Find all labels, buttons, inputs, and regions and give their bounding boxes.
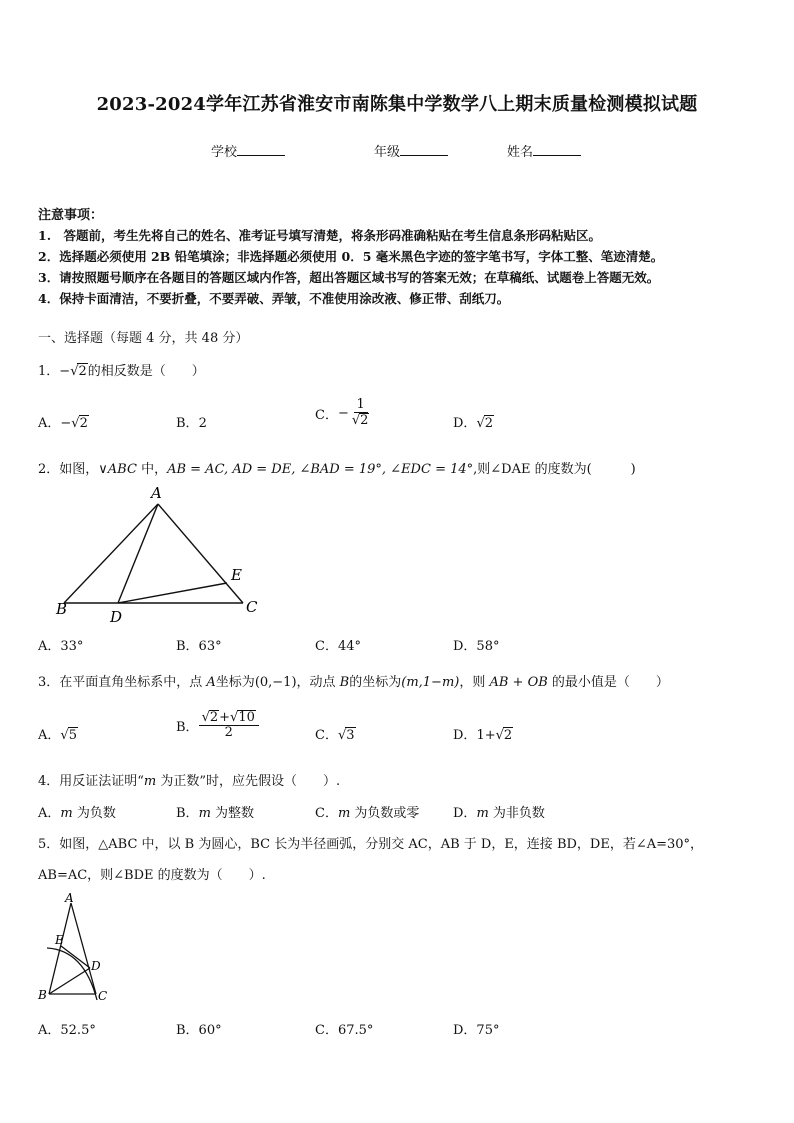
q2-label-e: E bbox=[231, 566, 242, 584]
q5-option-c: C．67.5° bbox=[315, 1023, 374, 1038]
grade-blank bbox=[400, 143, 448, 156]
q4-option-b: B．m 为整数 bbox=[176, 806, 255, 821]
name-field bbox=[507, 141, 581, 160]
q5-label-e: E bbox=[55, 933, 64, 947]
q5-option-d: D．75° bbox=[453, 1023, 500, 1038]
school-field bbox=[211, 141, 285, 160]
grade-field bbox=[374, 141, 448, 160]
q3-option-c: C．√3 bbox=[315, 728, 355, 743]
q5-option-a: A．52.5° bbox=[38, 1023, 96, 1038]
note-item: 1. 答题前，考生先将自己的姓名、准考证号填写清楚，将条形码准确粘贴在考生信息条形码粘贴区。 bbox=[38, 228, 602, 243]
q4-option-a: A．m 为负数 bbox=[38, 806, 116, 821]
q1-sqrt: √2 bbox=[70, 364, 87, 379]
q2-option-c: C．44° bbox=[315, 639, 361, 654]
q1-option-c: C．− $\frac{1}{√2}$ bbox=[315, 397, 369, 429]
q5-label-b: B bbox=[38, 988, 47, 1002]
notes-heading: 注意事项： bbox=[38, 208, 104, 223]
q5-label-d: D bbox=[91, 959, 101, 973]
q2-edge-ad bbox=[118, 504, 158, 603]
q2-label-a: A bbox=[151, 484, 162, 502]
q1-number: 1． bbox=[38, 364, 60, 379]
question-3: 3．在平面直角坐标系中，点 A坐标为(0,−1)，动点 B的坐标为(m,1−m)，则 AB + OB 的最小值是（ ） bbox=[38, 675, 669, 690]
question-5-line-2: AB=AC，则∠BDE 的度数为（ ）. bbox=[38, 868, 266, 883]
school-blank bbox=[237, 143, 285, 156]
q5-option-b: B．60° bbox=[176, 1023, 222, 1038]
question-2: 2．如图，∨ABC 中，AB = AC, AD = DE, ∠BAD = 19°, ∠EDC = 14°,则∠DAE 的度数为( ) bbox=[38, 462, 636, 477]
q3-option-b: B． $\frac{√2+√10}{2}$ bbox=[176, 710, 259, 741]
note-item: 4．保持卡面清洁，不要折叠，不要弄破、弄皱，不准使用涂改液、修正带、刮纸刀。 bbox=[38, 291, 510, 306]
q2-edge-ab bbox=[64, 504, 158, 603]
q2-conditions: AB = AC, AD = DE, ∠BAD = 19°, ∠EDC = 14° bbox=[167, 462, 474, 477]
question-1 bbox=[38, 360, 205, 379]
grade-label: 年级 bbox=[374, 145, 401, 160]
q4-option-c: C．m 为负数或零 bbox=[315, 806, 420, 821]
school-label: 学校 bbox=[211, 145, 238, 160]
name-blank bbox=[533, 143, 581, 156]
q1-minus: − bbox=[59, 364, 71, 379]
q2-triangle-name: ∨ABC bbox=[98, 462, 137, 477]
page-title: 2023-2024学年江苏省淮安市南陈集中学数学八上期末质量检测模拟试题 bbox=[96, 94, 698, 115]
q3-expression: AB + OB bbox=[489, 675, 548, 690]
note-item: 2．选择题必须使用 2B 铅笔填涂；非选择题必须使用 0．5 毫米黑色字迹的签字笔书写，字体工整、笔迹清楚。 bbox=[38, 249, 664, 264]
q3-coord-b: (m,1−m) bbox=[401, 675, 460, 690]
q1-option-b: B．2 bbox=[176, 416, 207, 431]
q2-label-c: C bbox=[246, 598, 258, 616]
q5-label-a: A bbox=[65, 891, 74, 905]
q5-triangle-figure bbox=[34, 890, 114, 1006]
question-4: 4．用反证法证明“m 为正数”时，应先假设（ ）. bbox=[38, 774, 341, 789]
q3-coord-a: (0,−1) bbox=[254, 675, 297, 690]
q5-edge-ac bbox=[71, 903, 96, 994]
note-item: 3．请按照题号顺序在各题目的答题区域内作答，超出答题区域书写的答案无效；在草稿纸、试题卷上答题无效。 bbox=[38, 270, 660, 285]
q5-label-c: C bbox=[98, 989, 108, 1003]
q2-option-d: D．58° bbox=[453, 639, 500, 654]
q3-option-a: A．√5 bbox=[38, 728, 77, 743]
q1-text: 的相反数是（ ） bbox=[87, 364, 205, 379]
q3-option-d: D．1+√2 bbox=[453, 728, 513, 743]
q2-triangle-figure bbox=[50, 482, 270, 624]
q5-edge-bd bbox=[49, 968, 90, 994]
question-5-line-1: 5．如图，△ABC 中，以 B 为圆心，BC 长为半径画弧，分别交 AC，AB 于 D，E，连接 BD，DE，若∠A=30°， bbox=[38, 837, 704, 852]
q1-option-a: A．−√2 bbox=[38, 416, 88, 431]
q2-option-a: A．33° bbox=[38, 639, 84, 654]
q2-label-d: D bbox=[110, 608, 123, 624]
q2-label-b: B bbox=[56, 600, 68, 618]
q4-option-d: D．m 为非负数 bbox=[453, 806, 545, 821]
q2-edge-de bbox=[118, 583, 227, 603]
name-label: 姓名 bbox=[507, 145, 534, 160]
q1-option-d: D．√2 bbox=[453, 416, 494, 431]
q2-option-b: B．63° bbox=[176, 639, 222, 654]
section-title: 一、选择题（每题 4 分，共 48 分） bbox=[38, 331, 249, 346]
